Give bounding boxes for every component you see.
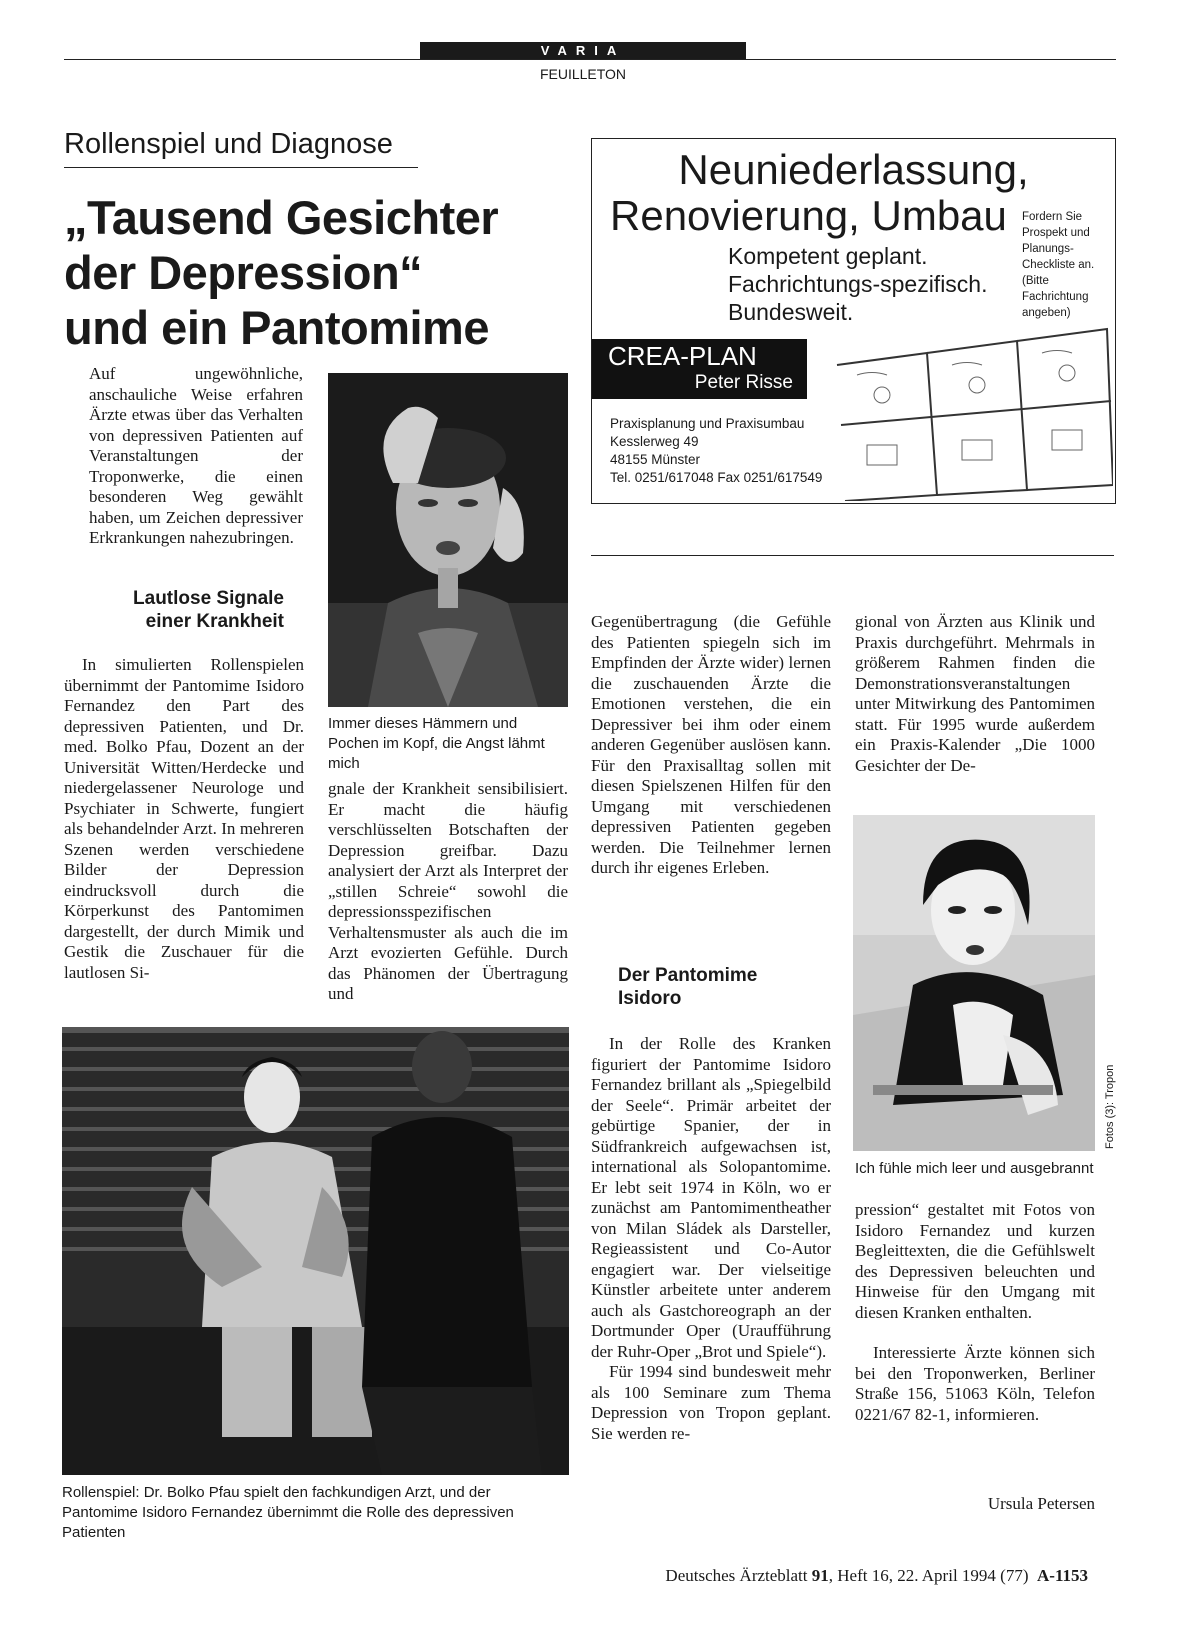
column1-body: [64, 655, 304, 983]
headline-line: „Tausend Gesichter: [64, 191, 499, 244]
article-kicker: Rollenspiel und Diagnose: [64, 128, 393, 160]
article-lead: [89, 364, 303, 549]
subhead-line: einer Krankheit: [145, 611, 284, 632]
column4-body: [855, 612, 1095, 776]
caption-photo2: Rollenspiel: Dr. Bolko Pfau spielt den fachkundigen Arzt, und der Pantomime Isidoro Fernandez übernimmt die Rolle des depressiven Patienten: [62, 1484, 514, 1541]
subsection-label: FEUILLETON: [539, 66, 627, 82]
ad-title-line1: Neuniederlassung,: [678, 146, 1029, 193]
footer-volume: 91: [811, 1566, 829, 1585]
column2-paragraph: gnale der Krankheit sensibilisiert. Er macht die häufig verschlüsselten Botschaften der Depression greifbar. Dazu analysiert der Arzt als Interpret der „stillen Schreie“ sowohl die depressionsspezifischen Verhaltensmuster als auch die im Arzt evozierten Gefühle. Durch das Phänomen der Übertragung und: [328, 779, 568, 1003]
subhead-signals: [89, 587, 284, 633]
photo-burnout-image: [853, 815, 1095, 1151]
photo-pantomime-head: [328, 373, 568, 707]
lead-paragraph: Auf ungewöhnliche, anschauliche Weise erfahren Ärzte etwas über das Verhalten von depressiven Patienten auf Veranstaltungen der Troponwerke, die einen besonderen Weg gewählt haben, um Zeichen depressiver Erkrankungen nahezubringen.: [89, 364, 303, 547]
ad-brand-name: CREA-PLAN: [608, 341, 757, 371]
ad-address-line: Praxisplanung und Praxisumbau: [610, 416, 805, 431]
photo-roleplay-image: [62, 1027, 569, 1475]
column3b-paragraph: In der Rolle des Kranken figuriert der Pantomime Isidoro Fernandez brillant als „Spiegelbild der Seele“. Primär arbeitet der gebürtige Spanier, der in Südfrankreich aufgewachsen ist, international als Solopantomime. Er lebt seit 1974 in Köln, wo er zunächst am Pantomimentheather von Milan Sládek als Darsteller, Regieassistent und Co-Autor engagiert war. Der vielseitige Künstler arbeitete unter anderem auch als Gastchoreograph an der Dortmunder Oper (Uraufführung der Ruhr-Oper „Brot und Spiele“).: [591, 1034, 831, 1361]
ad-floorplan-drawing: [827, 325, 1113, 501]
ad-address-line: Kesslerweg 49: [610, 434, 699, 449]
footer-journal: Deutsches Ärzteblatt: [665, 1566, 808, 1585]
ad-address-line: Tel. 0251/617048 Fax 0251/617549: [610, 470, 823, 485]
ad-address: [610, 415, 822, 487]
caption-photo1: Immer dieses Hämmern und Pochen im Kopf, die Angst lähmt mich: [328, 715, 545, 772]
ad-claim: Bundesweit.: [728, 299, 854, 325]
column3b-paragraph: Für 1994 sind bundesweit mehr als 100 Seminare zum Thema Depression von Tropon geplant. Sie werden re-: [591, 1362, 831, 1443]
kicker-underline: [64, 167, 418, 168]
ad-brand-person: Peter Risse: [694, 372, 793, 393]
column4b-paragraph: pression“ gestaltet mit Fotos von Isidoro Fernandez und kurzen Begleittexten, die die Gefühlswelt des Depressiven beleuchten und Hinweise für den Umgang mit diesen Kranken enthalten.: [855, 1200, 1095, 1322]
photo-burnout: [853, 815, 1095, 1151]
section-label: VARIA: [420, 42, 746, 59]
photo-credit: Fotos (3): Tropon: [1104, 1064, 1116, 1149]
caption-photo3: Ich fühle mich leer und ausgebrannt: [855, 1160, 1094, 1177]
column3-paragraph: Gegenübertragung (die Gefühle des Patienten spiegeln sich im Empfinden der Ärzte wider) lernen die zuschauenden Ärzte die Emotionen verstehen, die ein Depressiver bei ihm oder einem anderen Gegenüber auslösen kann. Für den Praxisalltag sollen mit diesen Spielszenen Hilfen für den Umgang mit verschiedenen depressiven Patienten gegeben werden. Die Teilnehmer lernen durch ihr eigenes Erleben.: [591, 612, 831, 877]
article-author: Ursula Petersen: [987, 1494, 1095, 1513]
ad-note: Fordern Sie Prospekt und Planungs-Checkliste an. (Bitte Fachrichtung angeben): [1022, 211, 1095, 319]
headline-line: und ein Pantomime: [64, 301, 489, 354]
column4b-paragraph: Interessierte Ärzte können sich bei den Troponwerken, Berliner Straße 156, 51063 Köln, Telefon 0221/67 82-1, informieren.: [855, 1343, 1095, 1424]
article-headline: [64, 190, 554, 355]
header-rule: [64, 59, 1116, 60]
ad-title-line2: Renovierung, Umbau: [610, 192, 1007, 239]
column4-paragraph: gional von Ärzten aus Klinik und Praxis durchgeführt. Mehrmals in größerem Rahmen finden die Demonstrationsveranstaltungen unter Mitwirkung des Pantomimen statt. Für 1995 wurde außerdem ein Praxis-Kalender „Die 1000 Gesichter der De-: [855, 612, 1095, 775]
advertisement-crea-plan: [591, 138, 1116, 504]
column1-paragraph: In simulierten Rollenspielen übernimmt der Pantomime Isidoro Fernandez den Part des depressiven Patienten, und Dr. med. Bolko Pfau, Dozent an der Universität Witten/Herdecke und niedergelassener Neurologe und Psychiater in Schwerte, fungiert als behandelnder Arzt. In mehreren Szenen werden verschiedene Bilder der Depression eindrucksvoll durch die Körperkunst des Pantomimen dargestellt, der durch Mimik und Gestik die Zuschauer für die lautlosen Si-: [64, 655, 304, 982]
photo-pantomime-head-image: [328, 373, 568, 707]
column3b-body: [591, 1034, 831, 1444]
subhead-line: Lautlose Signale: [133, 588, 284, 609]
ad-address-line: 48155 Münster: [610, 452, 701, 467]
column2-body: [328, 779, 568, 1005]
headline-line: der Depression“: [64, 246, 423, 299]
page-footer: [665, 1566, 1088, 1586]
subhead-line: Isidoro: [618, 988, 682, 1009]
column4b-body: [855, 1200, 1095, 1425]
ad-separator-rule: [591, 555, 1114, 556]
footer-issue: , Heft 16, 22. April 1994 (77): [828, 1566, 1029, 1585]
subhead-pantomime: [618, 964, 818, 1010]
ad-claim: Fachrichtungs-spezifisch.: [728, 271, 988, 297]
ad-brand-box: [592, 339, 807, 399]
subhead-line: Der Pantomime: [618, 965, 758, 986]
ad-claims: [728, 242, 988, 326]
column3-body: [591, 612, 831, 879]
photo-roleplay: [62, 1027, 569, 1475]
ad-claim: Kompetent geplant.: [728, 243, 928, 269]
footer-page-number: A-1153: [1037, 1566, 1088, 1585]
